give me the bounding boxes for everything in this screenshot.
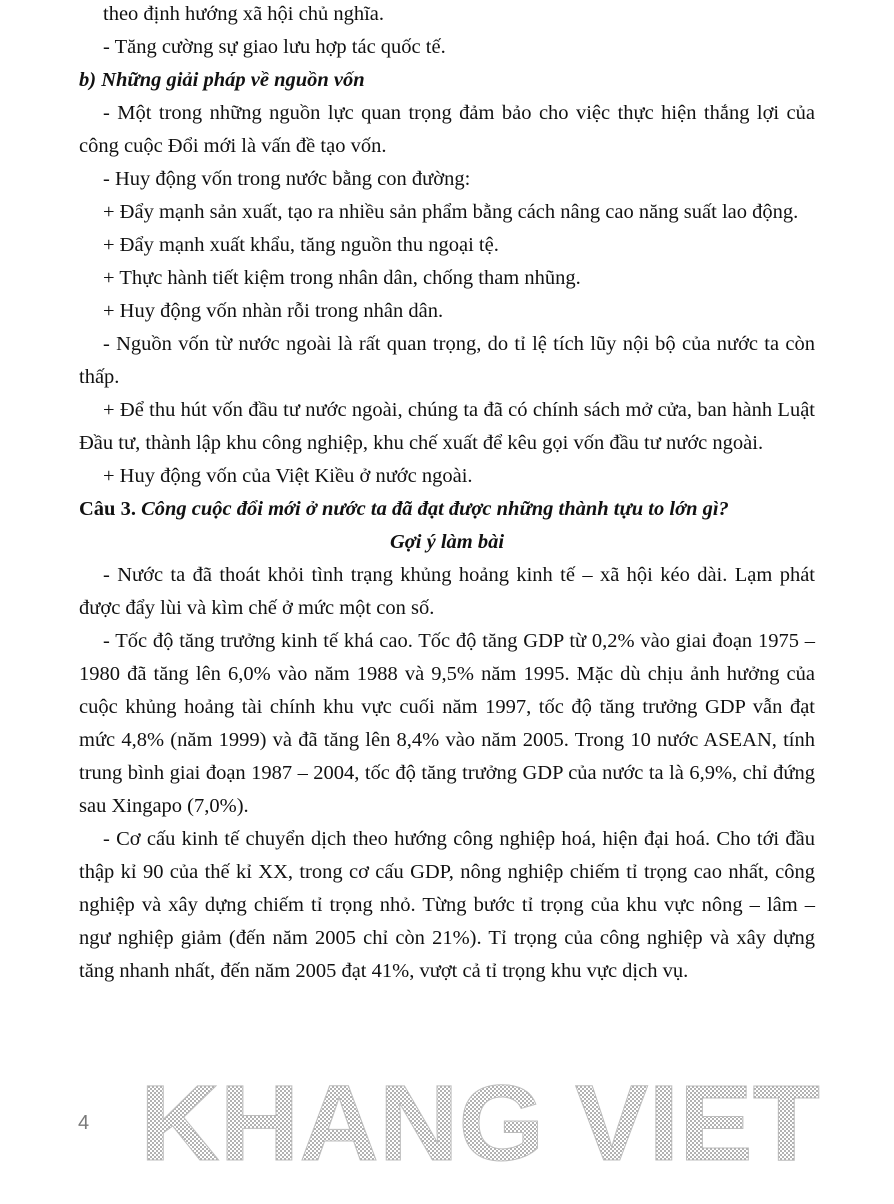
document-body: [79, 3, 815, 988]
paragraph: - Tăng cường sự giao lưu hợp tác quốc tế.: [103, 36, 446, 58]
paragraph: + Đẩy mạnh xuất khẩu, tăng nguồn thu ngoại tệ.: [103, 234, 499, 256]
khang-viet-watermark: [130, 1068, 830, 1178]
question-3: [79, 493, 815, 526]
paragraph: + Thực hành tiết kiệm trong nhân dân, chống tham nhũng.: [103, 267, 581, 289]
hint-heading: Gợi ý làm bài: [389, 531, 505, 553]
paragraph: - Một trong những nguồn lực quan trọng đảm bảo cho việc thực hiện thắng lợi của công cuộc Đổi mới là vấn đề tạo vốn.: [79, 102, 815, 157]
paragraph: + Để thu hút vốn đầu tư nước ngoài, chúng ta đã có chính sách mở cửa, ban hành Luật Đầu tư, thành lập khu công nghiệp, khu chế xuất để kêu gọi vốn đầu tư nước ngoài.: [79, 399, 815, 454]
section-heading-b: b) Những giải pháp về nguồn vốn: [79, 69, 365, 91]
paragraph: - Huy động vốn trong nước bằng con đường:: [103, 168, 471, 190]
paragraph: - Tốc độ tăng trưởng kinh tế khá cao. Tốc độ tăng GDP từ 0,2% vào giai đoạn 1975 – 1980 đã tăng lên 6,0% vào năm 1988 và 9,5% năm 1995. Mặc dù chịu ảnh hưởng của cuộc khủng hoảng tài chính khu vực cuối năm 1997, tốc độ tăng trưởng GDP vẫn đạt mức 4,8% (năm 1999) và đã tăng lên 8,4% vào năm 2005. Trong 10 nước ASEAN, tính trung bình giai đoạn 1987 – 2004, tốc độ tăng trưởng GDP của nước ta là 6,9%, chỉ đứng sau Xingapo (7,0%).: [79, 630, 815, 817]
paragraph: + Huy động vốn của Việt Kiều ở nước ngoài.: [103, 465, 473, 487]
question-text: Công cuộc đổi mới ở nước ta đã đạt được những thành tựu to lớn gì?: [141, 498, 729, 520]
paragraph: - Nước ta đã thoát khỏi tình trạng khủng hoảng kinh tế – xã hội kéo dài. Lạm phát được đẩy lùi và kìm chế ở mức một con số.: [79, 564, 815, 619]
paragraph: - Cơ cấu kinh tế chuyển dịch theo hướng công nghiệp hoá, hiện đại hoá. Cho tới đầu thập kỉ 90 của thế kỉ XX, trong cơ cấu GDP, nông nghiệp chiếm tỉ trọng cao nhất, công nghiệp và xây dựng chiếm tỉ trọng nhỏ. Từng bước tỉ trọng của khu vực nông – lâm – ngư nghiệp giảm (đến năm 2005 chỉ còn 21%). Tỉ trọng của công nghiệp và xây dựng tăng nhanh nhất, đến năm 2005 đạt 41%, vượt cả tỉ trọng khu vực dịch vụ.: [79, 828, 815, 982]
paragraph: - Nguồn vốn từ nước ngoài là rất quan trọng, do tỉ lệ tích lũy nội bộ của nước ta còn thấp.: [79, 333, 815, 388]
question-number: Câu 3.: [79, 498, 136, 520]
paragraph: + Đẩy mạnh sản xuất, tạo ra nhiều sản phẩm bằng cách nâng cao năng suất lao động.: [103, 201, 799, 223]
page-number: 4: [78, 1112, 90, 1134]
partial-top-line: theo định hướng xã hội chủ nghĩa.: [103, 3, 385, 25]
watermark-text: KHANG VIET: [140, 1068, 820, 1178]
paragraph: + Huy động vốn nhàn rỗi trong nhân dân.: [103, 300, 444, 322]
